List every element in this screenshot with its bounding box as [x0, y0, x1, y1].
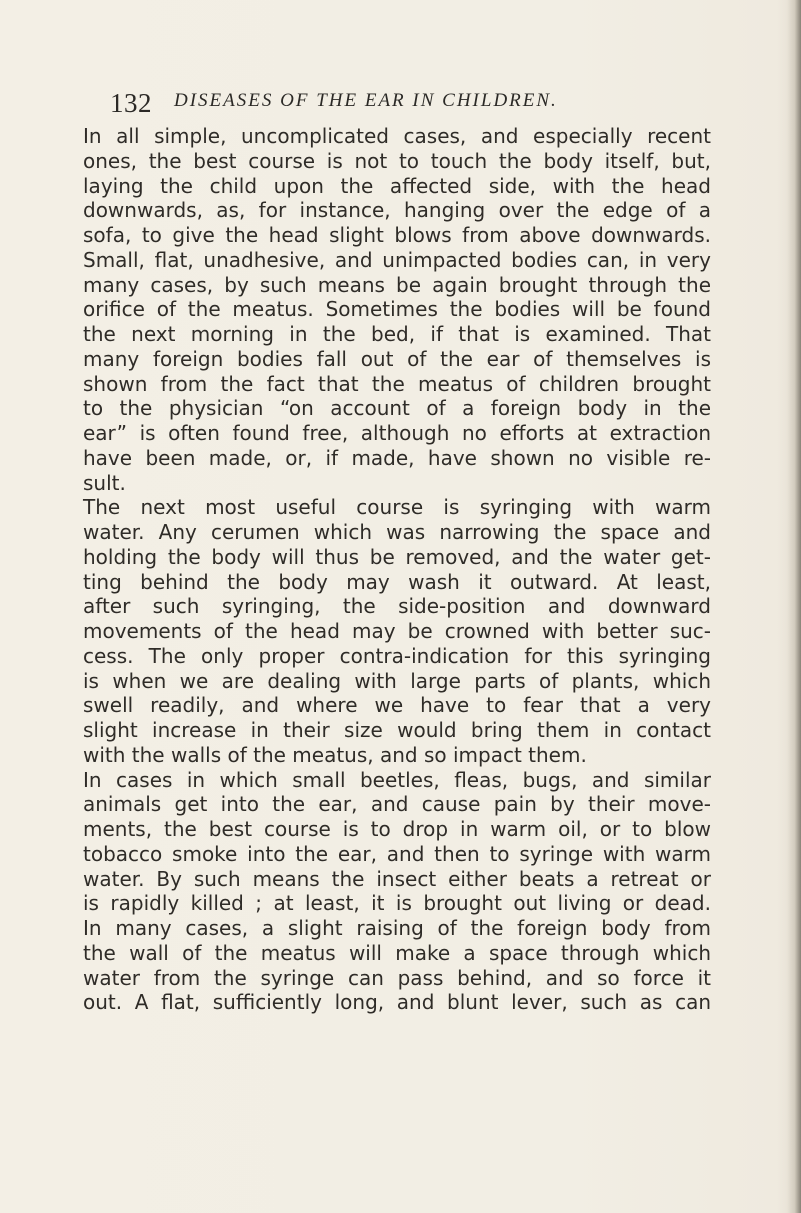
text-line: ting behind the body may wash it outward. At least,	[83, 569, 711, 594]
text-line: laying the child upon the affected side, with the head	[83, 173, 711, 198]
text-line: to the physician “on account of a foreign body in the	[83, 396, 711, 421]
text-line: water. By such means the insect either beats a retreat or	[83, 866, 711, 891]
text-line: orifice of the meatus. Sometimes the bodies will be found	[83, 297, 711, 322]
page-edge-shadow	[787, 0, 801, 1213]
text-line: swell readily, and where we have to fear that a very	[83, 693, 711, 718]
page-header	[110, 88, 710, 122]
text-line: In cases in which small beetles, fleas, bugs, and similar	[83, 767, 711, 792]
text-line: ments, the best course is to drop in warm oil, or to blow	[83, 817, 711, 841]
text-line: sult.	[83, 470, 126, 495]
text-line: is rapidly killed ; at least, it is brought out living or dead.	[83, 891, 711, 916]
text-line: In many cases, a slight raising of the foreign body from	[83, 916, 711, 940]
text-line: many cases, by such means be again brought through the	[83, 272, 711, 297]
text-line: In all simple, uncomplicated cases, and especially recent	[83, 124, 711, 148]
text-line: ear” is often found free, although no efforts at extraction	[83, 421, 711, 445]
text-line: animals get into the ear, and cause pain by their move-	[83, 792, 711, 817]
text-line: is when we are dealing with large parts of plants, which	[83, 668, 711, 693]
text-line: ones, the best course is not to touch the body itself, but,	[83, 148, 711, 173]
text-line: movements of the head may be crowned with better suc-	[83, 619, 711, 643]
text-line: water from the syringe can pass behind, and so force it	[83, 965, 711, 990]
text-line: tobacco smoke into the ear, and then to syringe with warm	[83, 841, 711, 866]
text-line: The next most useful course is syringing with warm	[83, 495, 711, 520]
text-line: shown from the fact that the meatus of children brought	[83, 371, 711, 396]
text-line: downwards, as, for instance, hanging over the edge of a	[83, 198, 711, 223]
page-number: 132	[110, 88, 152, 118]
text-line: with the walls of the meatus, and so impact them.	[83, 742, 587, 767]
running-head: DISEASES OF THE EAR IN CHILDREN.	[174, 90, 558, 111]
text-line: the wall of the meatus will make a space through which	[83, 940, 711, 965]
body-text	[83, 124, 711, 1015]
text-line: Small, flat, unadhesive, and unimpacted bodies can, in very	[83, 247, 711, 272]
text-line: cess. The only proper contra-indication for this syringing	[83, 643, 711, 668]
text-line: water. Any cerumen which was narrowing the space and	[83, 520, 711, 544]
text-line: holding the body will thus be removed, and the water get-	[83, 544, 711, 569]
text-line: after such syringing, the side-position and downward	[83, 594, 711, 619]
text-line: the next morning in the bed, if that is examined. That	[83, 322, 711, 346]
text-line: have been made, or, if made, have shown no visible re-	[83, 445, 711, 470]
text-line: out. A flat, sufficiently long, and blunt lever, such as can	[83, 990, 711, 1015]
text-line: many foreign bodies fall out of the ear of themselves is	[83, 346, 711, 371]
text-line: slight increase in their size would bring them in contact	[83, 718, 711, 742]
text-line: sofa, to give the head slight blows from above downwards.	[83, 223, 711, 247]
